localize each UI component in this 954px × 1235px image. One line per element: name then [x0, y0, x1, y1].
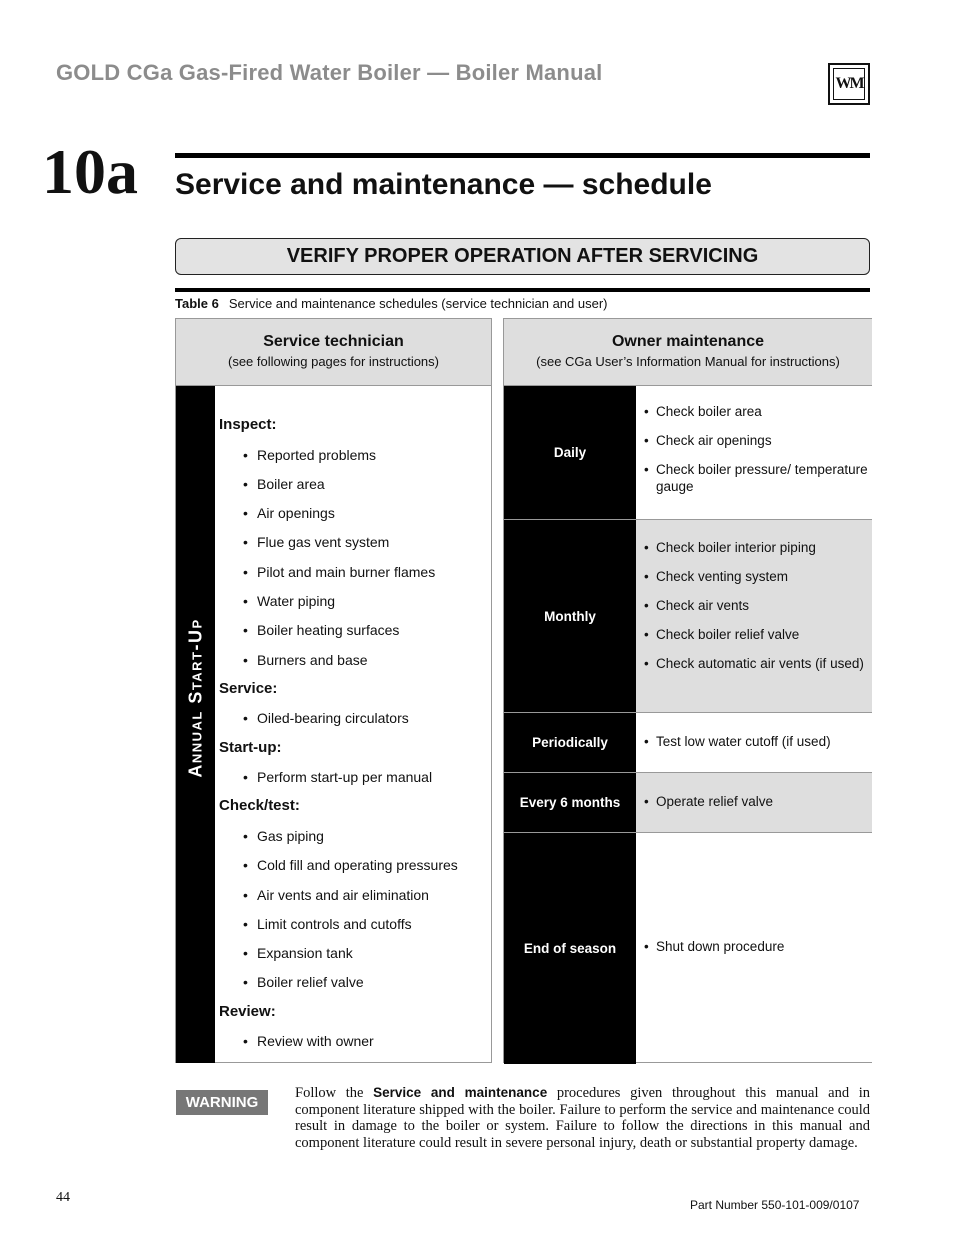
checklist-item: • Air vents and air elimination: [219, 884, 489, 913]
service-technician-subtitle: (see following pages for instructions): [228, 354, 439, 369]
schedule-task: • Check boiler area: [642, 403, 872, 420]
checklist-item: • Boiler relief valve: [219, 971, 489, 1000]
service-technician-list: [219, 414, 489, 1060]
page-number: 44: [56, 1190, 70, 1205]
checklist-heading: Review:: [219, 1002, 276, 1020]
warning-badge: WARNING: [176, 1090, 268, 1115]
section-title: Service and maintenance — schedule: [175, 168, 712, 201]
checklist-item: • Boiler heating surfaces: [219, 619, 489, 648]
schedule-task: • Check boiler pressure/ temperature gauge: [642, 461, 872, 495]
checklist-heading: Inspect:: [219, 416, 277, 433]
checklist-item: • Gas piping: [219, 825, 489, 854]
checklist-heading: Check/test:: [219, 797, 300, 815]
checklist-item: • Reported problems: [219, 444, 489, 473]
manual-title: GOLD CGa Gas-Fired Water Boiler — Boiler Manual: [56, 60, 603, 85]
warning-text-rest: procedures given throughout this manual and in component literature shipped with the boiler. Failure to perform the service and maintenance could result in damage to the boiler or system. Failure to follow the directions in this manual and component literature could result in severe personal injury, death or substantial property damage.: [295, 1085, 870, 1151]
checklist-item: • Pilot and main burner flames: [219, 561, 489, 590]
table-caption-label: Table 6: [175, 296, 219, 311]
schedule-tasks: [636, 520, 872, 712]
table-caption-text: Service and maintenance schedules (service technician and user): [228, 296, 608, 311]
schedule-frequency: Monthly: [504, 520, 636, 712]
schedule-task: • Test low water cutoff (if used): [642, 733, 872, 750]
checklist-heading: Service:: [219, 679, 278, 697]
owner-maintenance-subtitle: (see CGa User’s Information Manual for instructions): [536, 354, 840, 369]
checklist-item: • Flue gas vent system: [219, 531, 489, 560]
schedule-tasks: [636, 713, 872, 772]
schedule-tasks: [636, 773, 872, 832]
owner-maintenance-header: [504, 319, 872, 386]
schedule-task: • Check boiler relief valve: [642, 626, 872, 643]
annual-startup-bar: [176, 386, 215, 1063]
schedule-row: [504, 386, 872, 520]
schedule-frequency: Daily: [504, 386, 636, 519]
checklist-item: • Burners and base: [219, 649, 489, 678]
section-rule: [175, 153, 870, 158]
schedule-task: • Check venting system: [642, 568, 872, 585]
schedule-task: • Shut down procedure: [642, 938, 872, 955]
schedule-frequency: End of season: [504, 833, 636, 1064]
schedule-task: • Operate relief valve: [642, 793, 872, 810]
schedule-task: • Check air openings: [642, 432, 872, 449]
schedule-row: [504, 833, 872, 1064]
table-caption: [175, 296, 608, 311]
schedule-row: [504, 773, 872, 833]
schedule-tasks: [636, 833, 872, 1064]
schedule-frequency: Periodically: [504, 713, 636, 772]
checklist-item: • Limit controls and cutoffs: [219, 913, 489, 942]
logo-mark: WM: [833, 68, 865, 100]
table-top-rule: [175, 288, 870, 292]
checklist-item: • Expansion tank: [219, 942, 489, 971]
service-technician-table: [175, 318, 492, 1063]
schedule-row: [504, 713, 872, 773]
warning-text-bold: Service and maintenance: [373, 1085, 548, 1100]
service-technician-header: [176, 319, 491, 386]
section-number: 10a: [42, 136, 138, 207]
part-number: [690, 1198, 859, 1212]
checklist-item: • Air openings: [219, 502, 489, 531]
owner-maintenance-table: [503, 318, 872, 1063]
schedule-tasks: [636, 386, 872, 519]
checklist-item: • Boiler area: [219, 473, 489, 502]
annual-startup-label: Annual Start-Up: [185, 618, 206, 778]
checklist-item: • Oiled-bearing circulators: [219, 707, 489, 736]
warning-text-start: Follow the: [295, 1085, 374, 1101]
verify-banner: VERIFY PROPER OPERATION AFTER SERVICING: [175, 238, 870, 275]
part-number-label: Part Number: [690, 1198, 759, 1212]
part-number-value: 550-101-009/0107: [761, 1198, 860, 1212]
warning-text: [295, 1085, 870, 1151]
checklist-item: • Cold fill and operating pressures: [219, 854, 489, 883]
owner-maintenance-title: Owner maintenance: [611, 333, 765, 350]
checklist-heading: Start-up:: [219, 738, 282, 756]
schedule-task: • Check boiler interior piping: [642, 539, 872, 556]
checklist-item: • Review with owner: [219, 1030, 489, 1059]
service-technician-title: Service technician: [263, 333, 404, 350]
checklist-item: • Water piping: [219, 590, 489, 619]
weil-mclain-logo: [828, 63, 870, 105]
schedule-task: • Check air vents: [642, 597, 872, 614]
checklist-item: • Perform start-up per manual: [219, 766, 489, 795]
schedule-task: • Check automatic air vents (if used): [642, 655, 872, 672]
schedule-frequency: Every 6 months: [504, 773, 636, 832]
schedule-row: [504, 520, 872, 713]
